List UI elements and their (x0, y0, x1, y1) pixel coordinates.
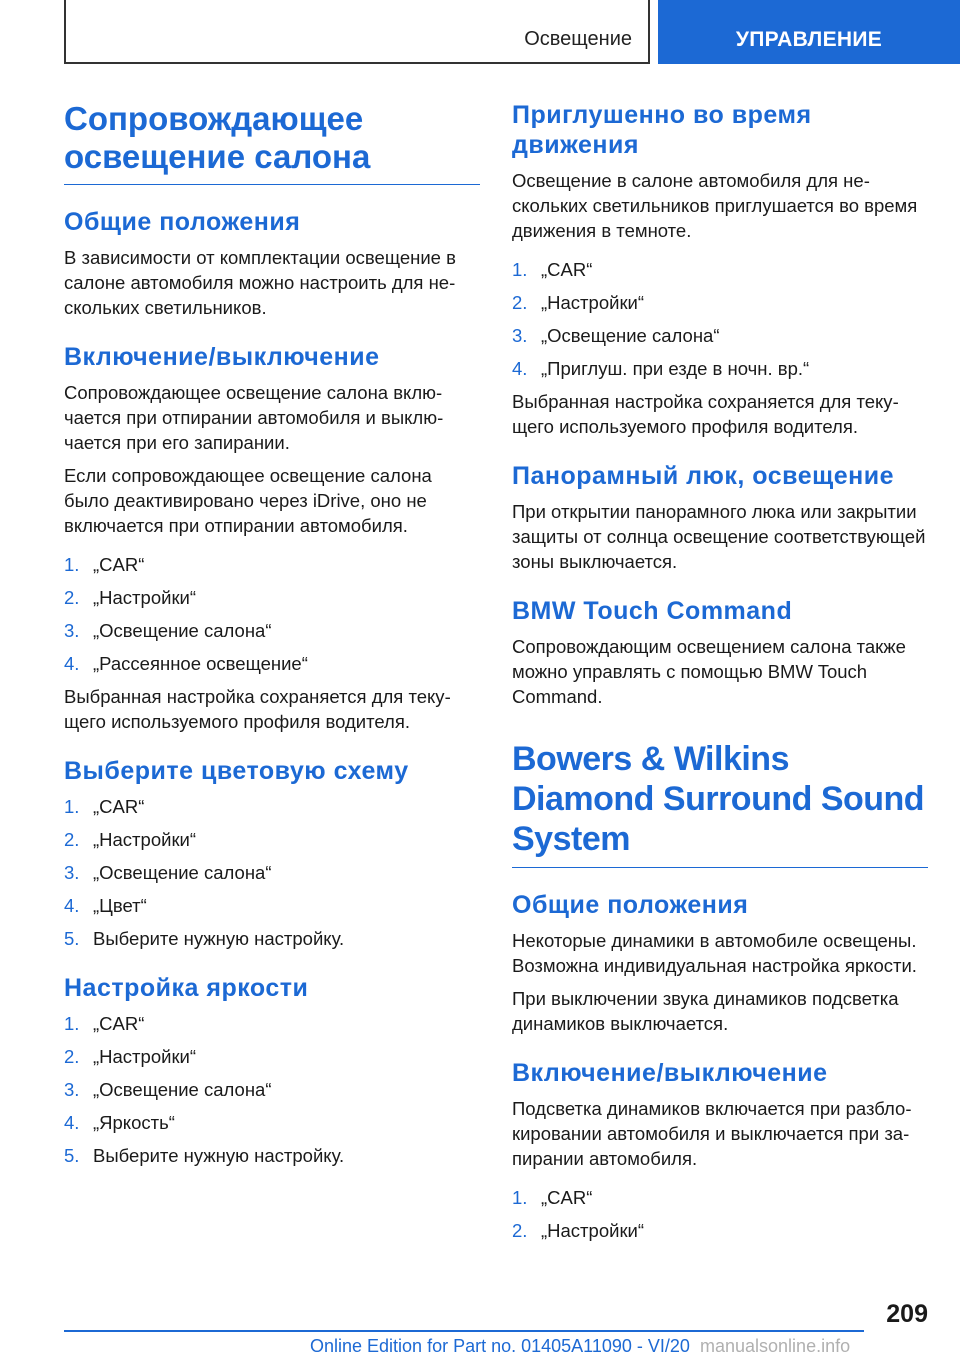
list-item: 3. „Освещение салона“ (64, 1079, 272, 1100)
touch-command-text: Сопровождающим освещением салона также можно управлять с помощью BMW Touch Command. (512, 636, 906, 707)
bw-onoff-steps (512, 1185, 928, 1243)
list-item: 4. „Рассеянное освещение“ (64, 653, 308, 674)
list-item: 1. „CAR“ (512, 1187, 593, 1208)
bw-title: Bowers & Wilkins Diamond Surround Sound System (512, 739, 928, 868)
list-item: 2. „Настройки“ (64, 829, 197, 850)
general-text: В зависимости от комплектации освещение в салоне автомобиля можно настроить для нескольких светильников. (64, 247, 456, 318)
heading-onoff: Включение/выключение (64, 343, 380, 371)
list-item: 1. „CAR“ (64, 554, 145, 575)
heading-bw-onoff: Включение/выключение (512, 1059, 828, 1087)
bw-general-text-2: При выключении звука динамиков подсветка динамиков выключается. (512, 988, 899, 1034)
list-item: 3. „Освещение салона“ (64, 620, 272, 641)
heading-general: Общие положения (64, 208, 301, 236)
list-item: 1. „CAR“ (512, 259, 593, 280)
footer-watermark: manualsonline.info (700, 1336, 851, 1356)
list-item: 3. „Освещение салона“ (64, 862, 272, 883)
page-number: 209 (886, 1300, 928, 1328)
header-box (64, 0, 650, 64)
color-steps (64, 794, 480, 951)
list-item: 3. „Освещение салона“ (512, 325, 720, 346)
brightness-steps (64, 1011, 480, 1168)
onoff-text-2: Если сопровождающее освещение салона было деактивировано через iDrive, оно не включается при отпирании автомобиля. (64, 465, 432, 536)
heading-bw-general: Общие положения (512, 891, 749, 919)
list-item: 5. Выберите нужную настройку. (64, 1145, 345, 1166)
header-section-title: Освещение (524, 28, 632, 50)
footer-edition: Online Edition for Part no. 01405A11090 - VI/20 (310, 1336, 690, 1356)
header-chapter-tab[interactable]: УПРАВЛЕНИЕ (658, 0, 960, 64)
heading-brightness: Настройка яркости (64, 974, 309, 1002)
list-item: 2. „Настройки“ (512, 292, 645, 313)
onoff-steps (64, 552, 480, 676)
dimmed-steps (512, 257, 928, 381)
dimmed-note: Выбранная настройка сохраняется для текущего используемого профиля водителя. (512, 391, 899, 437)
list-item: 1. „CAR“ (64, 796, 145, 817)
left-column (64, 100, 480, 1176)
heading-touch-command: BMW Touch Command (512, 597, 793, 625)
list-item: 4. „Приглуш. при езде в ночн. вр.“ (512, 358, 810, 379)
list-item: 4. „Цвет“ (64, 895, 147, 916)
list-item: 5. Выберите нужную настройку. (64, 928, 345, 949)
list-item: 2. „Настройки“ (64, 587, 197, 608)
bw-general-text-1: Некоторые динамики в автомобиле освещены. Возможна индивидуальная настройка яркости. (512, 930, 917, 976)
bw-onoff-text: Подсветка динамиков включается при разблокировании автомобиля и выключается при запирании автомобиля. (512, 1098, 912, 1169)
panorama-text: При открытии панорамного люка или закрытии защиты от солнца освещение соответствующей зоны выключается. (512, 501, 926, 572)
list-item: 2. „Настройки“ (512, 1220, 645, 1241)
heading-dimmed: Приглушенно во время движения (512, 101, 812, 159)
page-title: Сопровождающее освещение салона (64, 100, 480, 185)
list-item: 4. „Яркость“ (64, 1112, 175, 1133)
right-column (512, 100, 928, 1251)
heading-color: Выберите цветовую схему (64, 757, 409, 785)
list-item: 2. „Настройки“ (64, 1046, 197, 1067)
heading-panorama: Панорамный люк, освещение (512, 462, 894, 490)
dimmed-text: Освещение в салоне автомобиля для нескольких светильников приглушается во время движения в темноте. (512, 170, 918, 241)
list-item: 1. „CAR“ (64, 1013, 145, 1034)
onoff-text-1: Сопровождающее освещение салона включается при отпирании автомобиля и выключается при его запирании. (64, 382, 444, 453)
onoff-note: Выбранная настройка сохраняется для текущего используемого профиля водителя. (64, 686, 451, 732)
footer-divider (64, 1330, 864, 1332)
